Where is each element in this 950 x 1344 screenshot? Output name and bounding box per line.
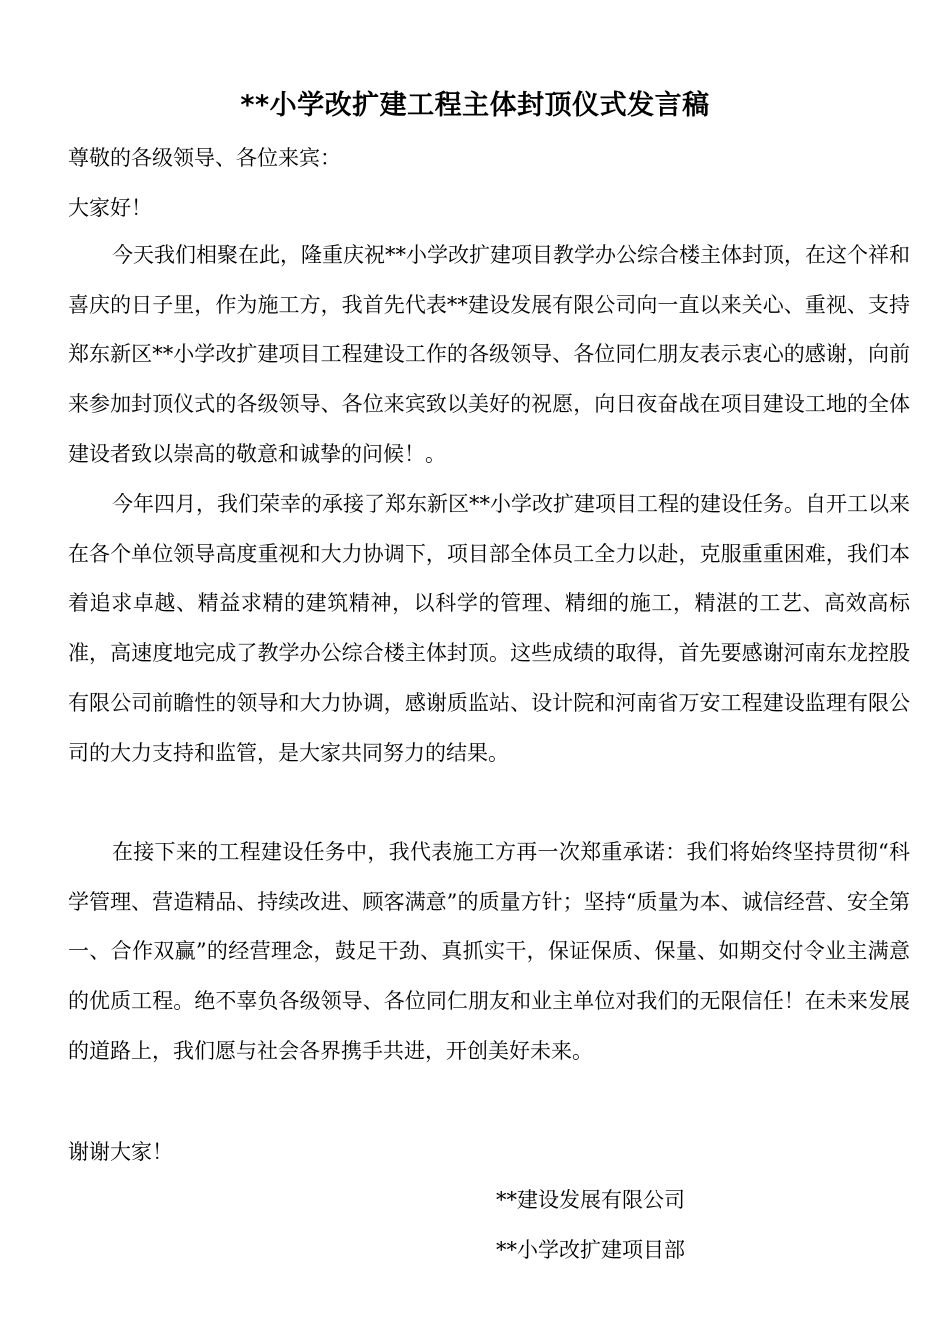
signature-company: **建设发展有限公司 bbox=[496, 1188, 685, 1212]
paragraph-1: 今天我们相聚在此，隆重庆祝**小学改扩建项目教学办公综合楼主体封顶，在这个祥和喜庆的日子里，作为施工方，我首先代表**建设发展有限公司向一直以来关心、重视、支持郑东新区**小学改扩建项目工程建设工作的各级领导、各位同仁朋友表示衷心的感谢，向前来参加封顶仪式的各级领导、各位来宾致以美好的祝愿，向日夜奋战在项目建设工地的全体建设者致以崇高的敬意和诚挚的问候！。 bbox=[68, 243, 910, 466]
salutation: 尊敬的各级领导、各位来宾： bbox=[68, 146, 341, 170]
closing: 谢谢大家！ bbox=[68, 1140, 173, 1164]
signature-department: **小学改扩建项目部 bbox=[496, 1238, 685, 1262]
document-title: **小学改扩建工程主体封顶仪式发言稿 bbox=[240, 90, 710, 121]
paragraph-2: 今年四月，我们荣幸的承接了郑东新区**小学改扩建项目工程的建设任务。自开工以来在各个单位领导高度重视和大力协调下，项目部全体员工全力以赴，克服重重困难，我们本着追求卓越、精益求精的建筑精神，以科学的管理、精细的施工，精湛的工艺、高效高标准，高速度地完成了教学办公综合楼主体封顶。这些成绩的取得，首先要感谢河南东龙控股有限公司前瞻性的领导和大力协调，感谢质监站、设计院和河南省万安工程建设监理有限公司的大力支持和监管，是大家共同努力的结果。 bbox=[68, 492, 910, 765]
greeting: 大家好！ bbox=[68, 196, 152, 220]
paragraph-3: 在接下来的工程建设任务中，我代表施工方再一次郑重承诺：我们将始终坚持贯彻“科学管理、营造精品、持续改进、顾客满意”的质量方针；坚持“质量为本、诚信经营、安全第一、合作双赢”的经营理念，鼓足干劲、真抓实干，保证保质、保量、如期交付令业主满意的优质工程。绝不辜负各级领导、各位同仁朋友和业主单位对我们的无限信任！在未来发展的道路上，我们愿与社会各界携手共进，开创美好未来。 bbox=[68, 840, 910, 1063]
